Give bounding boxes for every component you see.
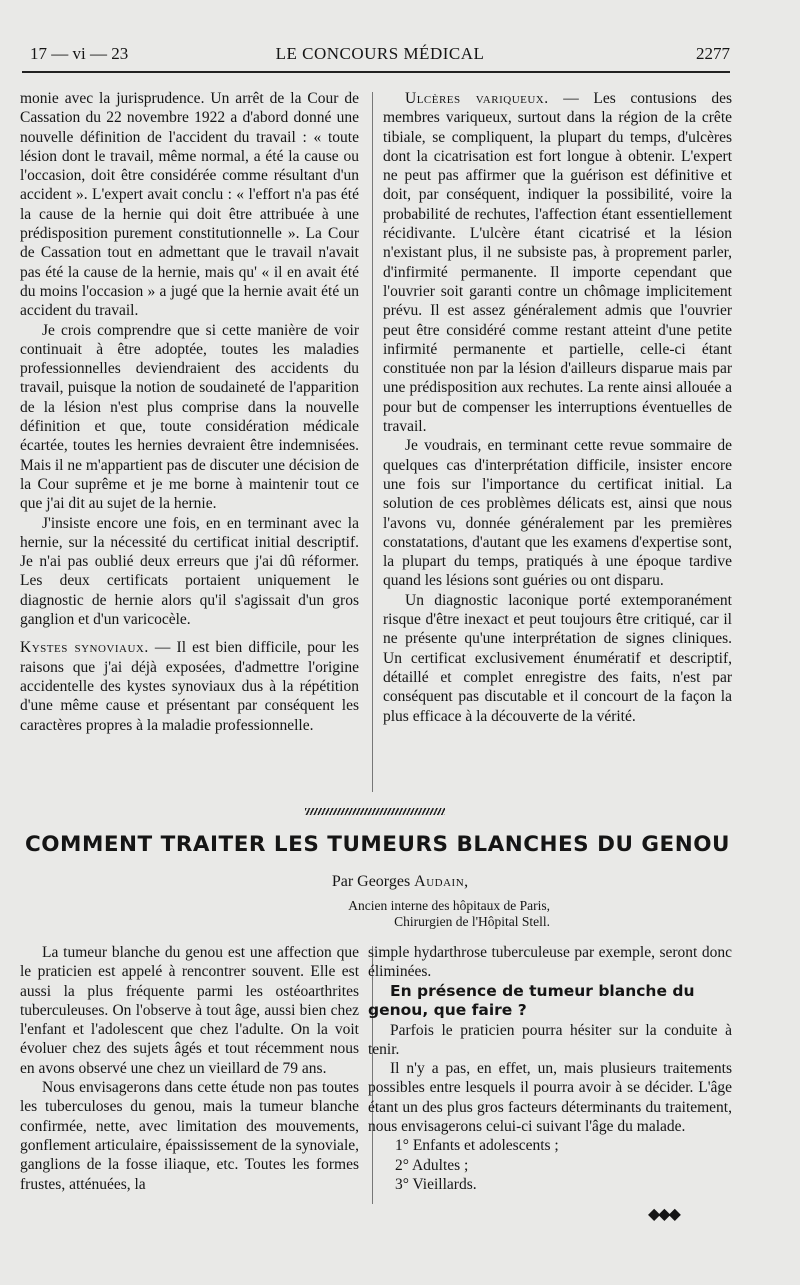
- author-affiliation: Ancien interne des hôpitaux de Paris, Chirurgien de l'Hôpital Stell.: [348, 898, 550, 929]
- column-divider: [372, 92, 373, 792]
- top-left-column: [20, 89, 359, 735]
- ulceres-text: — Les contusions des membres variqueux, surtout dans la région de la crête tibiale, se compliquent, la plupart du temps, d'ulcères dont la cicatrisation est fort longue à obtenir. L'expert ne peut pas affirmer que la guérison est définitive et doit, par conséquent, indiquer la possibilité, voire la probabilité de rechutes, l'affection étant essentiellement récidivante. L'ulcère étant cicatrisé et la lésion n'existant plus, il ne subsiste pas, à proprement parler, d'infirmité permanente. Il importe cependant que l'ouvrier soit garanti contre un chômage implicitement prévu. Il est assez généralement admis que l'ouvrier peut être considéré comme restant atteint d'une petite infirmité permanente et partielle, celle-ci étant constituée non par la lésion d'ailleurs disparue mais par une prédisposition aux rechutes. La rente ainsi allouée a pour but de compenser les interruptions éventuelles de travail.: [383, 90, 732, 436]
- list-item: 1° Enfants et adolescents ;: [395, 1137, 559, 1155]
- article-left-column: [20, 943, 359, 1194]
- issue-date: 17 — vi — 23: [30, 44, 129, 63]
- article-subheading: En présence de tumeur blanche du genou, que faire ?: [368, 981, 695, 1020]
- author-name: Audain: [414, 873, 465, 890]
- article-title: COMMENT TRAITER LES TUMEURS BLANCHES DU GENOU: [25, 832, 730, 857]
- running-header: [30, 44, 730, 70]
- journal-title: LE CONCOURS MÉDICAL: [275, 44, 485, 63]
- page-number: 2277: [696, 44, 730, 63]
- kystes-heading: Kystes synoviaux.: [20, 639, 149, 657]
- paragraph: Je voudrais, en terminant cette revue sommaire de quelques cas d'interprétation difficile, insister encore une fois sur l'importance du certificat initial. La solution de ces problèmes délicats est, ainsi que nous l'avons vu, donnée généralement par les premières constatations, d'autant que les examens d'expertise sont, la plupart du temps, pratiqués à une époque tardive quand les lésions sont guéries ou ont disparu.: [383, 437, 732, 590]
- ulceres-heading: Ulcères variqueux.: [405, 90, 549, 107]
- paragraph: monie avec la jurisprudence. Un arrêt de la Cour de Cassation du 22 novembre 1922 a d'abord donné une nouvelle définition de l'accident du travail : « toute lésion dont le travail, même normal, a été la cause ou l'occasion, doit être considérée comme résultant d'un accident ». L'expert avait conclu : « l'effort n'a pas été la cause de la hernie qui doit être attribuée à une prédisposition purement constitutionnelle ». La Cour de Cassation tout en admettant que le travail n'avait pas été la cause de la hernie, mais qu' « il en avait été du moins l'occasion » a jugé que la hernie avait été un accident du travail.: [20, 90, 359, 320]
- article-byline: Par Georges Audain,: [331, 873, 469, 890]
- section-ornament: [305, 808, 445, 815]
- ulceres-section: [383, 89, 732, 436]
- paragraph: La tumeur blanche du genou est une affection que le praticien est appelé à rencontrer souvent. Elle est aussi la plus fréquente parmi les ostéoarthrites tuberculeuses. On l'observe à tout âge, aussi bien chez l'enfant et l'adolescent que chez l'adulte. On la voit évoluer chez des sujets âgés et tout récemment nous en avons observé une chez un vieillard de 79 ans.: [20, 944, 359, 1077]
- paragraph: Parfois le praticien pourra hésiter sur la conduite à tenir.: [368, 1021, 732, 1058]
- age-list: [368, 1136, 732, 1194]
- kystes-text: — Il est bien difficile, pour les raisons que j'ai déjà exposées, d'admettre l'origine accidentelle des kystes synoviaux dus à la répétition d'une même cause et présentant par conséquent les caractères propres à la maladie professionnelle.: [20, 639, 359, 734]
- paragraph: simple hydarthrose tuberculeuse par exemple, seront donc éliminées.: [368, 944, 732, 981]
- list-item: 3° Vieillards.: [395, 1175, 477, 1193]
- paragraph: J'insiste encore une fois, en en terminant avec la hernie, sur la nécessité du certificat initial descriptif. Je n'ai pas oublié deux erreurs que j'ai dû réformer. Les deux certificats portaient uniquement le diagnostic de hernie alors qu'il s'agissait d'un gros ganglion et d'un varicocèle.: [20, 514, 359, 629]
- header-rule: [22, 71, 730, 73]
- paragraph: Je crois comprendre que si cette manière de voir continuait à être adoptée, toutes les maladies professionnelles deviendraient des accidents du travail, puisque la notion de soudaineté de l'apparition de la lésion n'est plus comprise dans la nouvelle définition et que, toute considération médicale écartée, toutes les hernies devraient être indemnisées. Mais il ne m'appartient pas de discuter une décision de la Cour suprême et je me borne à maintenir tout ce que j'ai dit au sujet de la hernie.: [20, 321, 359, 513]
- end-ornament: ◆◆◆: [648, 1206, 679, 1223]
- article-right-column: [368, 943, 732, 1194]
- top-right-column: [383, 89, 732, 726]
- kystes-section: [20, 638, 359, 734]
- list-item: 2° Adultes ;: [395, 1156, 469, 1174]
- paragraph: Il n'y a pas, en effet, un, mais plusieurs traitements possibles entre lesquels il pourra avoir à se décider. L'âge étant un des plus gros facteurs déterminants du traitement, nous envisagerons celui-ci suivant l'âge du malade.: [368, 1060, 732, 1136]
- paragraph: Un diagnostic laconique porté extemporanément risque d'être inexact et peut toujours être critiqué, car il ne présente qu'une interprétation de signes cliniques. Un certificat exclusivement énumératif et descriptif, détaillé et complet enregistre des faits, n'est par conséquent pas discutable et il concourt de la façon la plus efficace à la découverte de la vérité.: [383, 591, 732, 725]
- paragraph: Nous envisagerons dans cette étude non pas toutes les tuberculoses du genou, mais la tumeur blanche confirmée, nette, avec limitation des mouvements, gonflement articulaire, épaississement de la synoviale, ganglions de la fosse iliaque, etc. Toutes les formes frustes, atténuées, la: [20, 1079, 359, 1193]
